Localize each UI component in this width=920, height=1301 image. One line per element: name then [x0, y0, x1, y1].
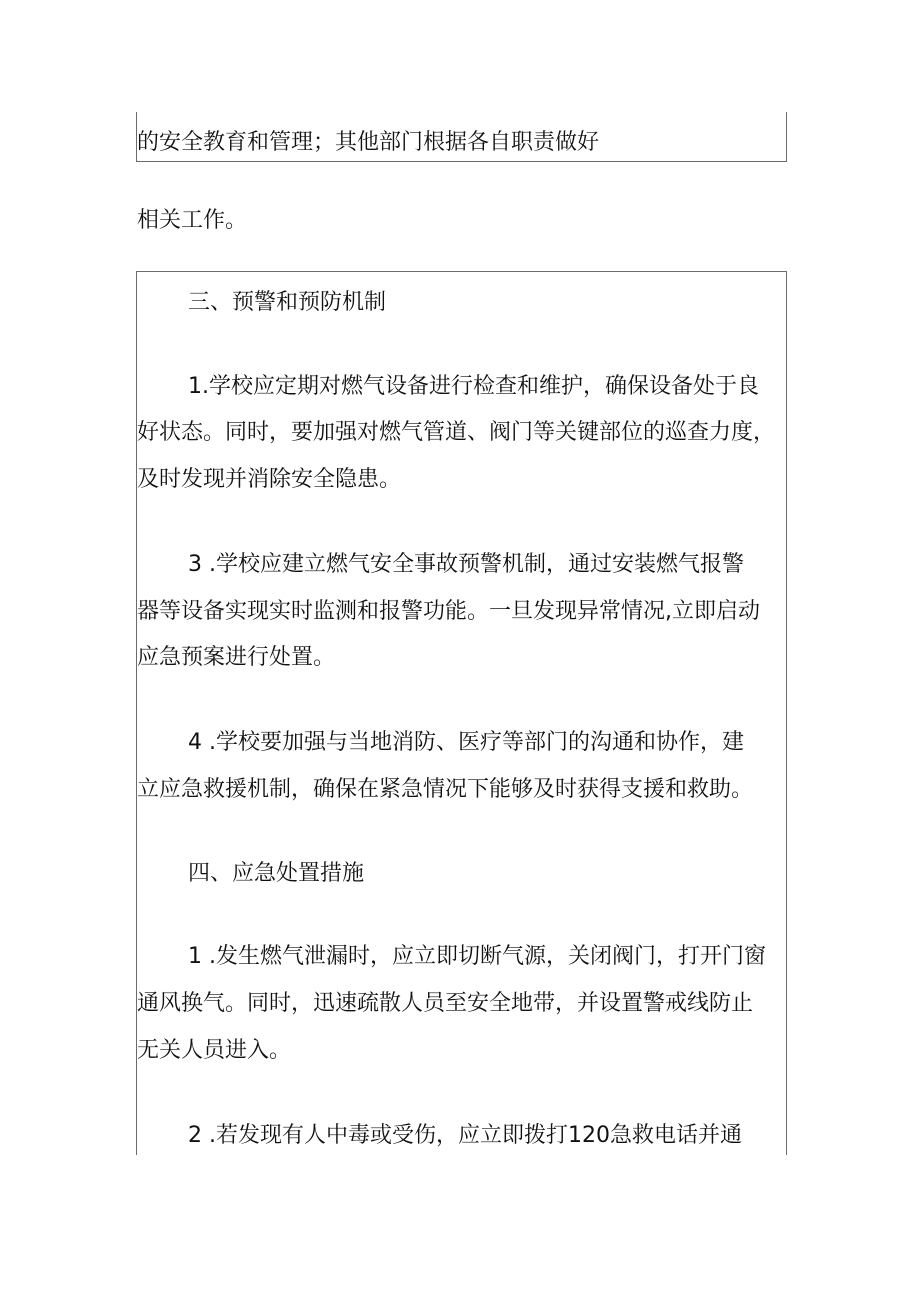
paragraph-line: 1.学校应定期对燃气设备进行检查和维护，确保设备处于良 — [188, 374, 759, 399]
section-heading: 三、预警和预防机制 — [188, 290, 387, 315]
paragraph-line: 相关工作。 — [137, 208, 248, 233]
paragraph-line: 1 .发生燃气泄漏时，应立即切断气源，关闭阀门，打开门窗 — [188, 944, 766, 969]
paragraph-line: 器等设备实现实时监测和报警功能。一旦发现异常情况,立即启动 — [137, 599, 760, 624]
paragraph-line: 的安全教育和管理；其他部门根据各自职责做好 — [137, 130, 600, 155]
text-frame-main — [136, 271, 787, 1155]
paragraph-line: 3 .学校应建立燃气安全事故预警机制，通过安装燃气报警 — [188, 552, 744, 577]
paragraph-line: 通风换气。同时，迅速疏散人员至安全地带，并设置警戒线防止 — [137, 991, 754, 1016]
paragraph-line: 4 .学校要加强与当地消防、医疗等部门的沟通和协作，建 — [188, 730, 744, 755]
paragraph-line: 及时发现并消除安全隐患。 — [137, 467, 402, 492]
paragraph-line: 立应急救援机制，确保在紧急情况下能够及时获得支援和救助。 — [137, 777, 754, 802]
paragraph-line: 2 .若发现有人中毒或受伤，应立即拨打120急救电话并通 — [188, 1123, 742, 1148]
paragraph-line: 应急预案进行处置。 — [137, 645, 336, 670]
paragraph-line: 好状态。同时，要加强对燃气管道、阀门等关键部位的巡查力度， — [137, 420, 776, 445]
section-heading: 四、应急处置措施 — [188, 861, 365, 886]
paragraph-line: 无关人员进入。 — [137, 1038, 292, 1063]
